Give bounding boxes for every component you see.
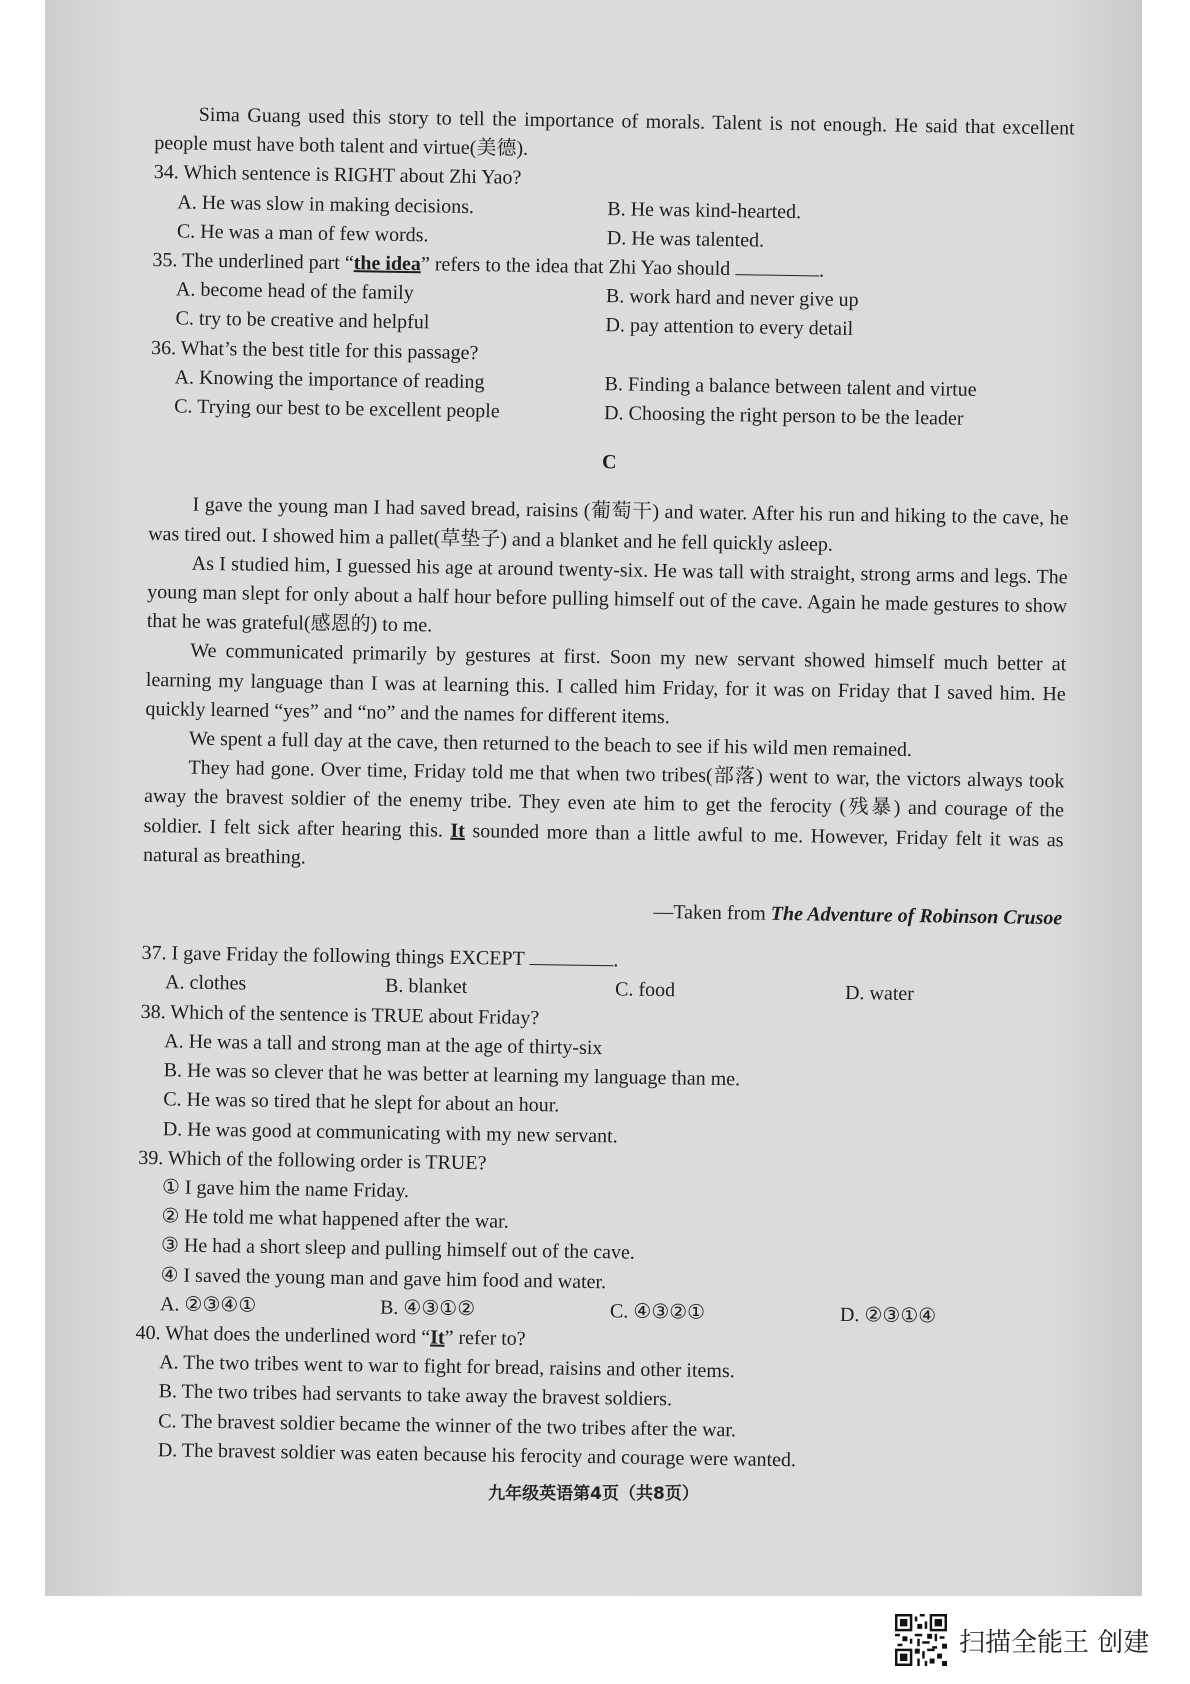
option: C. He was a man of few words. xyxy=(176,220,429,247)
question-37-stem: 37. I gave Friday the following things EXCEPT . xyxy=(141,942,619,972)
option: B. The two tribes had servants to take away the bravest soldiers. xyxy=(158,1380,673,1411)
passage-source: —Taken from The Adventure of Robinson Crusoe xyxy=(653,901,1063,930)
passage-c-marker: C xyxy=(601,451,617,474)
option: C. The bravest soldier became the winner of the two tribes after the war. xyxy=(158,1409,737,1441)
source-title: The Adventure of Robinson Crusoe xyxy=(770,902,1063,930)
option: C. He was so tired that he slept for about an hour. xyxy=(163,1088,560,1117)
passage-c-paragraph: They had gone. Over time, Friday told me that when two tribes(部落) went to war, the victors always took away the bravest soldier of the enemy tribe. They even ate him to get the ferocity (残暴) and courage of the soldier. I felt sick after hearing this. It sounded more than a little awful to me. However, Friday felt it was as natural as breathing. xyxy=(142,756,1065,869)
option: C. food xyxy=(614,978,676,1002)
option: A. Knowing the importance of reading xyxy=(174,366,485,394)
question-36-stem: 36. What’s the best title for this passage? xyxy=(150,336,479,364)
option: C. Trying our best to be excellent people xyxy=(174,395,500,423)
question-39-stem: 39. Which of the following order is TRUE? xyxy=(138,1146,487,1175)
option: B. Finding a balance between talent and virtue xyxy=(604,372,977,401)
order-item: ④ I saved the young man and gave him food and water. xyxy=(160,1263,607,1293)
option: D. He was good at communicating with my new servant. xyxy=(162,1117,618,1147)
underlined-word: It xyxy=(450,819,466,842)
passage-c-paragraph: I gave the young man I had saved bread, raisins (葡萄干) and water. After his run and hiking to the cave, he was tired out. I showed him a pallet(草垫子) and a blanket and he fell quickly asleep. xyxy=(148,494,1069,556)
scanned-page xyxy=(45,0,1142,1596)
order-item: ② He told me what happened after the war. xyxy=(161,1205,509,1233)
answer-blank xyxy=(529,946,613,966)
question-40-stem: 40. What does the underlined word “It” refer to? xyxy=(135,1321,526,1350)
question-38-stem: 38. Which of the sentence is TRUE about Friday? xyxy=(140,1000,540,1029)
qr-code-icon xyxy=(895,1614,947,1666)
option: D. He was talented. xyxy=(606,226,765,252)
option: A. He was a tall and strong man at the age of thirty-six xyxy=(164,1030,603,1060)
option: C. try to be creative and helpful xyxy=(175,307,430,334)
option: D. Choosing the right person to be the leader xyxy=(603,402,964,430)
underlined-word: It xyxy=(429,1326,445,1349)
passage-b-conclusion: Sima Guang used this story to tell the importance of morals. Talent is not enough. He said that excellent people must have both talent and virtue(美德). xyxy=(154,103,1075,161)
option: D. The bravest soldier was eaten because his ferocity and courage were wanted. xyxy=(157,1438,797,1471)
page-footer: 九年级英语第4页（共8页） xyxy=(488,1484,699,1504)
option: D. water xyxy=(844,982,915,1006)
option: A. He was slow in making decisions. xyxy=(177,190,475,218)
scanner-brand-text: 扫描全能王 创建 xyxy=(959,1627,1150,1658)
passage-c-paragraph: We communicated primarily by gestures at first. Soon my new servant showed himself much better at learning my language than I was at learning this. I called him Friday, for it was on Friday that I saved him. He quickly learned “yes” and “no” and the names for different items. xyxy=(145,640,1067,729)
passage-c-paragraph: We spent a full day at the cave, then returned to the beach to see if his wild men remained. xyxy=(188,727,913,762)
page-content xyxy=(134,100,1075,1479)
scanner-watermark xyxy=(895,1612,1149,1668)
question-35-stem: 35. The underlined part “the idea” refers to the idea that Zhi Yao should . xyxy=(152,248,825,282)
option: B. ④③①② xyxy=(379,1296,476,1320)
option: A. The two tribes went to war to fight for bread, raisins and other items. xyxy=(158,1351,735,1383)
question-34-stem: 34. Which sentence is RIGHT about Zhi Yao? xyxy=(153,161,522,190)
option: B. blanket xyxy=(384,975,468,999)
passage-c-paragraph: As I studied him, I guessed his age at around twenty-six. He was tall with straight, strong arms and legs. The young man slept for only about a half hour before pulling himself out of the cave. Again he made gestures to show that he was grateful(感恩的) to me. xyxy=(146,552,1068,637)
option: B. He was kind-hearted. xyxy=(607,197,802,223)
option: B. work hard and never give up xyxy=(605,285,859,312)
option: A. ②③④① xyxy=(159,1292,257,1317)
option: D. ②③①④ xyxy=(839,1303,937,1328)
answer-blank xyxy=(735,256,819,276)
order-item: ③ He had a short sleep and pulling himself out of the cave. xyxy=(160,1234,636,1264)
underlined-phrase: the idea xyxy=(353,252,422,276)
option: C. ④③②① xyxy=(609,1300,706,1324)
option: A. become head of the family xyxy=(175,278,414,305)
option: A. clothes xyxy=(164,971,247,996)
option: B. He was so clever that he was better at learning my language than me. xyxy=(163,1059,741,1091)
order-item: ① I gave him the name Friday. xyxy=(161,1176,410,1203)
option: D. pay attention to every detail xyxy=(605,314,854,341)
